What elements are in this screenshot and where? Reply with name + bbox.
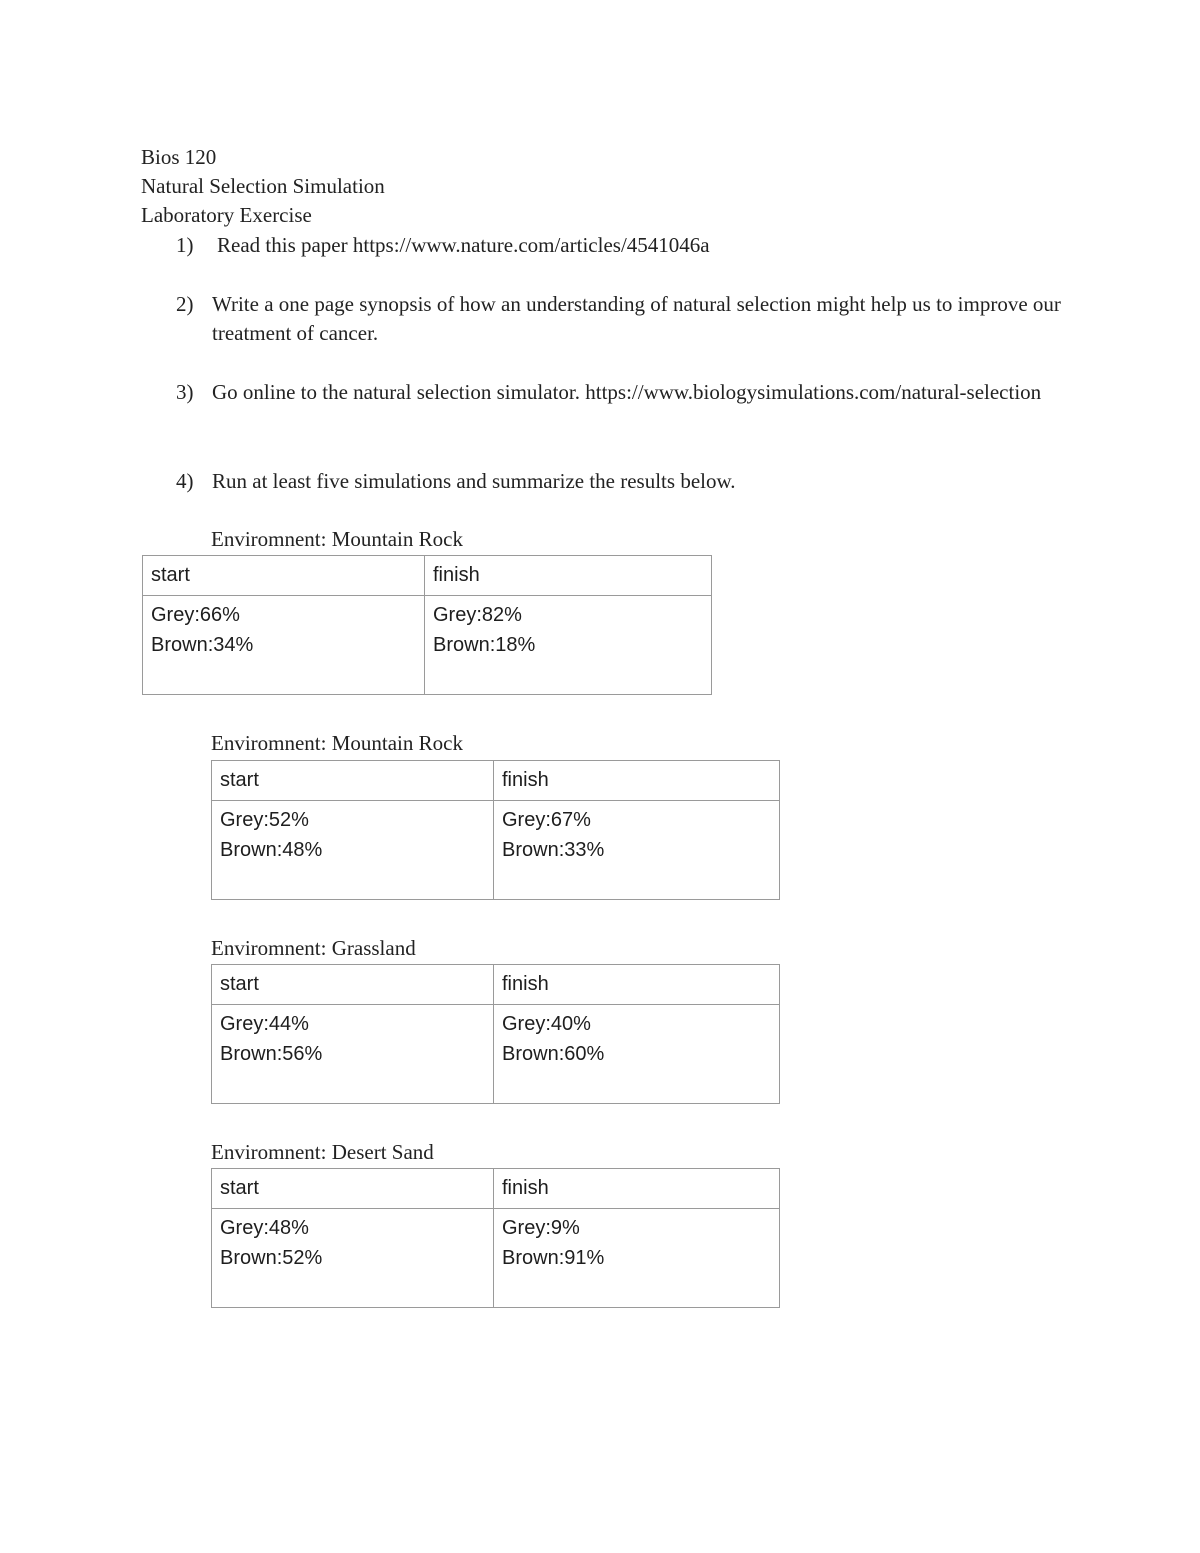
finish-cell bbox=[425, 596, 712, 695]
finish-header: finish bbox=[494, 965, 780, 1005]
finish-header: finish bbox=[425, 556, 712, 596]
start-header: start bbox=[143, 556, 425, 596]
start-cell bbox=[143, 596, 425, 695]
brown-percentage: Brown:33% bbox=[502, 839, 605, 861]
results-table bbox=[211, 1168, 780, 1308]
environment-label: Enviromnent: Grassland bbox=[211, 936, 416, 960]
grey-percentage: Grey:40% bbox=[502, 1013, 591, 1035]
grey-percentage: Grey:9% bbox=[502, 1217, 580, 1239]
brown-percentage: Brown:34% bbox=[151, 634, 254, 656]
environment-label: Enviromnent: Desert Sand bbox=[211, 1140, 434, 1164]
table-row bbox=[212, 801, 780, 900]
brown-percentage: Brown:60% bbox=[502, 1043, 605, 1065]
document-subtitle: Laboratory Exercise bbox=[141, 203, 312, 227]
results-table bbox=[211, 760, 780, 900]
table-header-row bbox=[143, 556, 712, 596]
results-table bbox=[142, 555, 712, 695]
table-row bbox=[143, 596, 712, 695]
brown-percentage: Brown:56% bbox=[220, 1043, 323, 1065]
start-cell bbox=[212, 1209, 494, 1308]
document-title: Natural Selection Simulation bbox=[141, 174, 385, 198]
instruction-text: Run at least five simulations and summarize the results below. bbox=[212, 469, 736, 493]
start-cell bbox=[212, 801, 494, 900]
instruction-text: Read this paper https://www.nature.com/articles/4541046a bbox=[217, 233, 710, 257]
brown-percentage: Brown:48% bbox=[220, 839, 323, 861]
finish-cell bbox=[494, 1005, 780, 1104]
start-header: start bbox=[212, 1169, 494, 1209]
grey-percentage: Grey:44% bbox=[220, 1013, 309, 1035]
grey-percentage: Grey:52% bbox=[220, 809, 309, 831]
finish-cell bbox=[494, 1209, 780, 1308]
table-row bbox=[212, 1209, 780, 1308]
grey-percentage: Grey:66% bbox=[151, 604, 240, 626]
brown-percentage: Brown:52% bbox=[220, 1247, 323, 1269]
grey-percentage: Grey:82% bbox=[433, 604, 522, 626]
table-header-row bbox=[212, 1169, 780, 1209]
grey-percentage: Grey:67% bbox=[502, 809, 591, 831]
course-name: Bios 120 bbox=[141, 145, 217, 169]
environment-label: Enviromnent: Mountain Rock bbox=[211, 731, 463, 755]
table-header-row bbox=[212, 965, 780, 1005]
instruction-number: 4) bbox=[176, 469, 194, 493]
brown-percentage: Brown:18% bbox=[433, 634, 536, 656]
start-cell bbox=[212, 1005, 494, 1104]
brown-percentage: Brown:91% bbox=[502, 1247, 605, 1269]
instruction-number: 3) bbox=[176, 380, 194, 404]
results-table bbox=[211, 964, 780, 1104]
grey-percentage: Grey:48% bbox=[220, 1217, 309, 1239]
table-row bbox=[212, 1005, 780, 1104]
finish-header: finish bbox=[494, 1169, 780, 1209]
finish-cell bbox=[494, 801, 780, 900]
instruction-text: Write a one page synopsis of how an understanding of natural selection might help us to improve our treatment of cancer. bbox=[212, 292, 1061, 345]
table-header-row bbox=[212, 761, 780, 801]
instruction-number: 1) bbox=[176, 233, 194, 257]
finish-header: finish bbox=[494, 761, 780, 801]
start-header: start bbox=[212, 761, 494, 801]
start-header: start bbox=[212, 965, 494, 1005]
instruction-number: 2) bbox=[176, 292, 194, 316]
environment-label: Enviromnent: Mountain Rock bbox=[211, 527, 463, 551]
instruction-text: Go online to the natural selection simulator. https://www.biologysimulations.com/natural-selection bbox=[212, 380, 1042, 404]
